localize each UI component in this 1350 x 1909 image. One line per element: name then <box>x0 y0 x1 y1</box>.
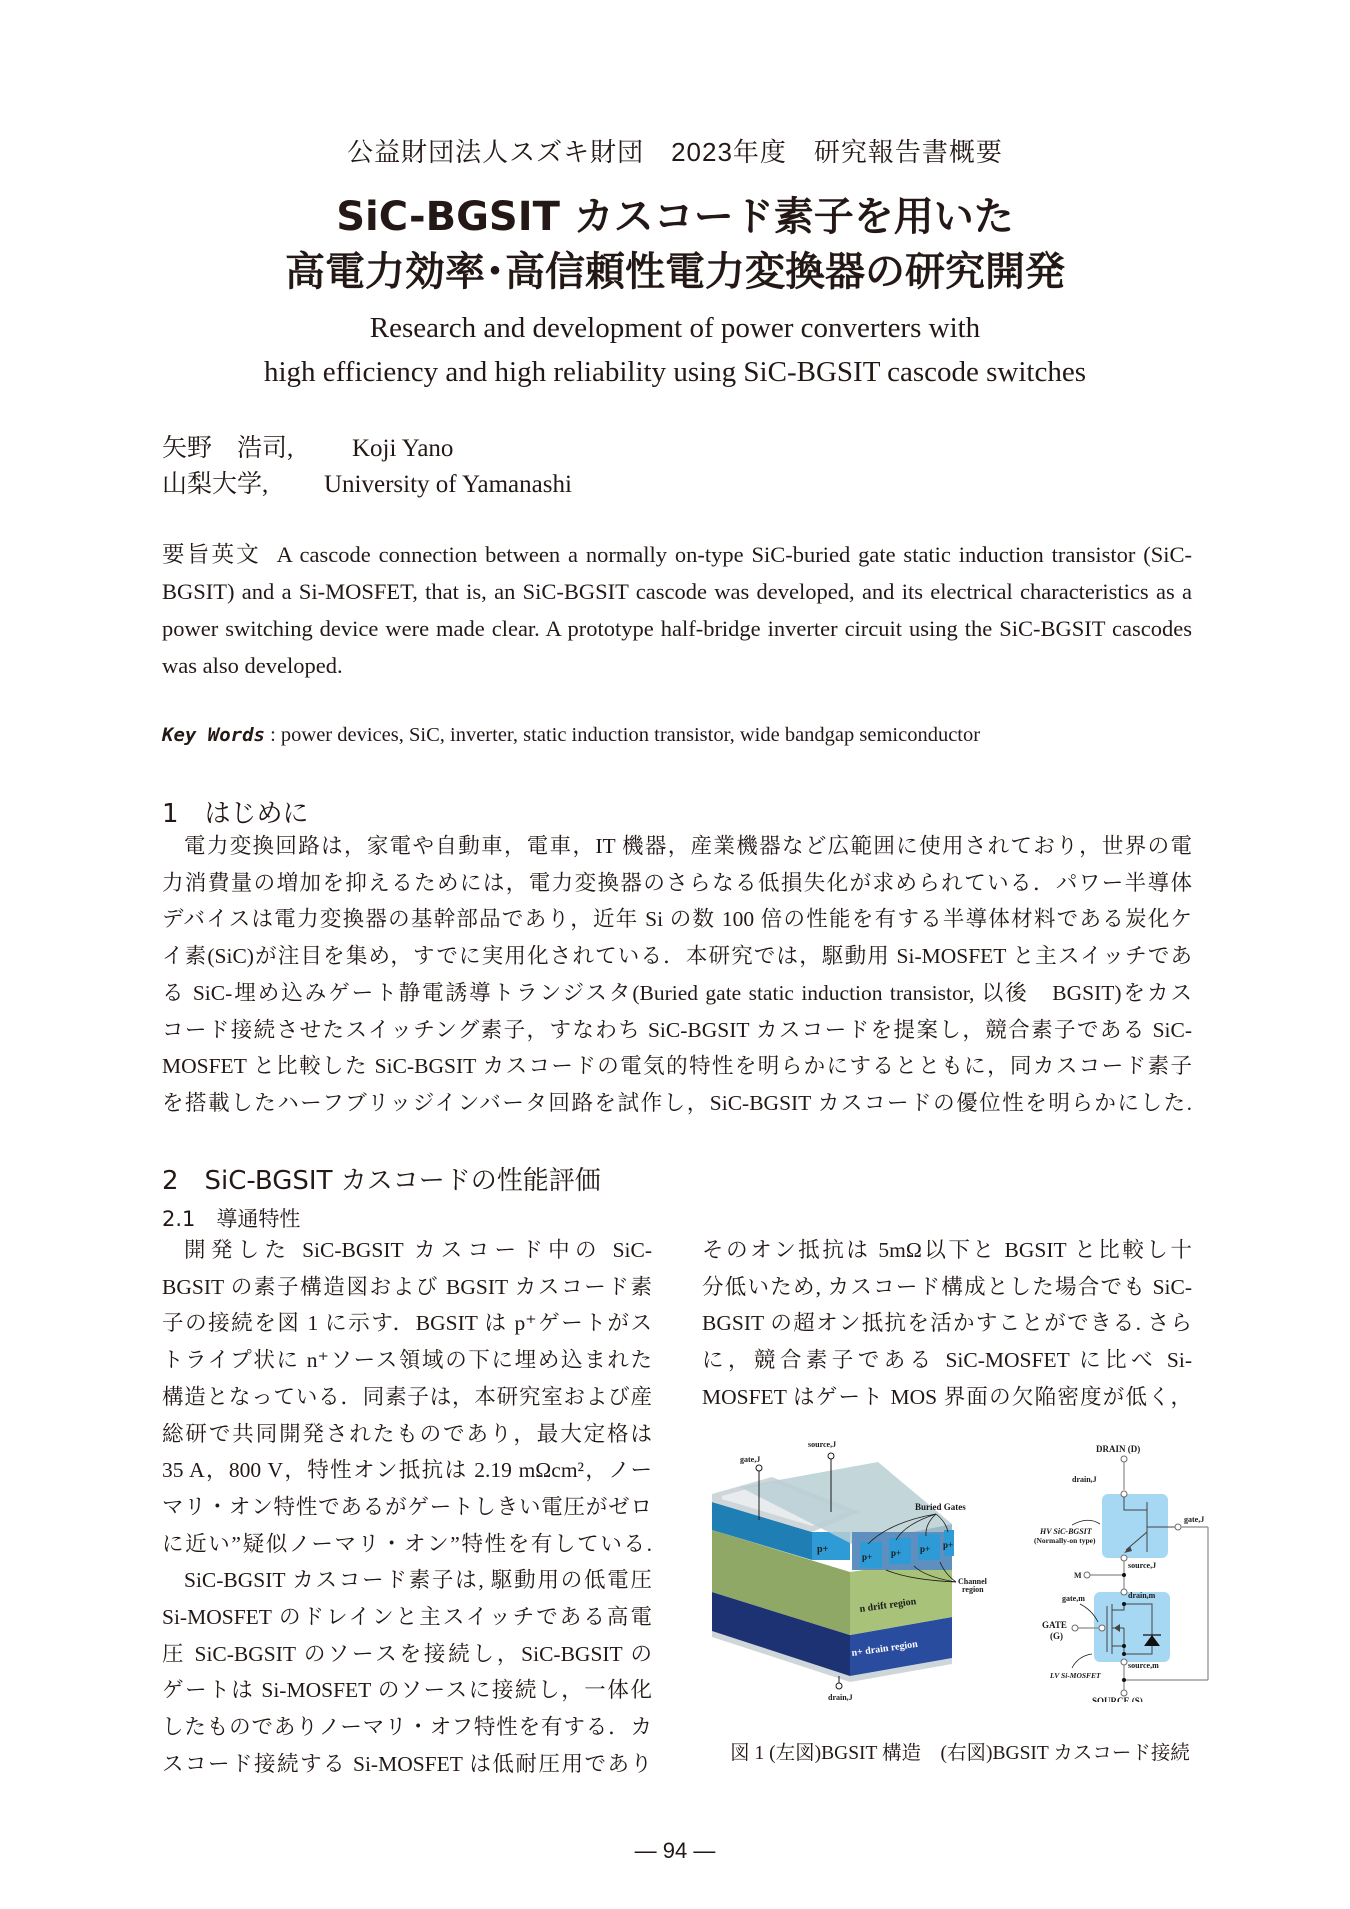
text-line: イ素(SiC)が注目を集め，すでに実用化されている．本研究では，駆動用 Si-MOSFET と主スイッチであ <box>162 944 1192 969</box>
text-line: 電力変換回路は，家電や自動車，電車，IT 機器，産業機器など広範囲に使用されており，世界の電 <box>184 834 1192 858</box>
svg-text:p+: p+ <box>862 1552 873 1562</box>
svg-text:p+: p+ <box>817 1544 829 1555</box>
drain-j-node-label: drain,J <box>1072 1475 1097 1484</box>
source-terminal-label: SOURCE (S) <box>1092 1696 1143 1702</box>
text-line: MOSFET と比較した SiC-BGSIT カスコードの電気的特性を明らかにするとともに，同カスコード素子 <box>162 1054 1192 1079</box>
text-line: Si-MOSFET のドレインと主スイッチである高電 <box>162 1605 652 1630</box>
section-1-body <box>162 828 1192 1122</box>
gate-m-node-label: gate,m <box>1062 1594 1085 1603</box>
text-line: BGSIT の素子構造図および BGSIT カスコード素 <box>162 1274 652 1299</box>
source-m-node-label: source,m <box>1128 1661 1159 1670</box>
text-line: 開発した SiC-BGSIT カスコード中の SiC- <box>184 1238 652 1262</box>
author-line <box>162 428 453 464</box>
title-japanese-line-1: SiC-BGSIT カスコード素子を用いた <box>336 194 1014 240</box>
source-j-node-label: source,J <box>1128 1561 1157 1570</box>
svg-text:p+: p+ <box>920 1544 931 1554</box>
keywords-label: Key Words <box>162 724 265 746</box>
svg-text:p+: p+ <box>891 1548 902 1558</box>
author-name-ja: 矢野 浩司, <box>162 435 294 462</box>
bgsit-structure-diagram <box>712 1440 988 1702</box>
text-line: コード接続させたスイッチング素子，すなわち SiC-BGSIT カスコードを提案し，競合素子である SiC- <box>162 1017 1192 1042</box>
text-line: に，競合素子である SiC-MOSFET に比べ Si- <box>702 1348 1192 1373</box>
figure-1 <box>700 1432 1230 1702</box>
text-line: MOSFET はゲート MOS 界面の欠陥密度が低く， <box>702 1384 1192 1409</box>
text-line: 子の接続を図 1 に示す．BGSIT は p⁺ゲートがス <box>162 1311 652 1336</box>
gate-terminal-label: GATE <box>1042 1620 1067 1630</box>
text-line: そのオン抵抗は 5mΩ以下と BGSIT と比較し十 <box>702 1238 1192 1262</box>
source-j-label: source,J <box>808 1440 837 1449</box>
text-line: 35 A，800 V，特性オン抵抗は 2.19 mΩcm²，ノー <box>162 1458 652 1483</box>
drain-terminal-label: DRAIN (D) <box>1096 1444 1141 1454</box>
text-line: トライプ状に n⁺ソース領域の下に埋め込まれた <box>162 1348 652 1373</box>
text-line: スコード接続する Si-MOSFET は低耐圧用であり <box>162 1751 652 1776</box>
page-number: ― 94 ― <box>634 1838 716 1863</box>
abstract-text: A cascode connection between a normally on-type SiC-buried gate static induction transistor (SiC-BGSIT) and a Si-MOSFET, that is, an SiC-BGSIT cascode was developed, and its electrical characteristics as a power switching device were made clear. A prototype half-bridge inverter circuit using the SiC-BGSIT cascodes was also developed. <box>162 542 1192 678</box>
text-line: を搭載したハーフブリッジインバータ回路を試作し，SiC-BGSIT カスコードの優位性を明らかにした. <box>162 1090 1192 1115</box>
gate-terminal-g-label: (G) <box>1050 1631 1063 1641</box>
text-line: 構造となっている．同素子は，本研究室および産 <box>162 1384 652 1409</box>
gate-j-label: gate,J <box>740 1455 761 1464</box>
author-name-en: Koji Yano <box>352 435 454 462</box>
abstract <box>162 536 1192 684</box>
m-node-label: M <box>1074 1571 1082 1580</box>
text-line: BGSIT の超オン抵抗を活かすことができる. さら <box>702 1311 1192 1336</box>
foundation-report-header: 公益財団法人スズキ財団 2023年度 研究報告書概要 <box>347 137 1003 167</box>
cascode-circuit-diagram <box>1034 1444 1208 1702</box>
n-drain-label: n+ drain region <box>850 1638 919 1659</box>
keywords-separator: : <box>270 724 276 746</box>
text-line: ゲートは Si-MOSFET のソースに接続し，一体化 <box>162 1678 652 1703</box>
normally-on-label: (Normally-on type) <box>1034 1536 1096 1545</box>
text-line: したものでありノーマリ・オフ特性を有する．カ <box>162 1715 652 1740</box>
section-2-left-column <box>162 1232 652 1783</box>
figure-1-graphic <box>700 1432 1230 1702</box>
keywords-text: power devices, SiC, inverter, static induction transistor, wide bandgap semiconductor <box>280 724 981 746</box>
title-english-line-2: high efficiency and high reliability using SiC-BGSIT cascode switches <box>263 356 1087 388</box>
drain-m-node-label: drain,m <box>1128 1591 1156 1600</box>
lv-si-mosfet-label: LV Si-MOSFET <box>1050 1671 1101 1680</box>
affiliation-ja: 山梨大学, <box>162 471 269 498</box>
channel-region-label-2: region <box>962 1585 984 1594</box>
gate-j-node-label: gate,J <box>1184 1515 1205 1524</box>
text-line: 分低いため, カスコード構成とした場合でも SiC- <box>702 1274 1192 1299</box>
text-line: マリ・オン特性であるがゲートしきい電圧がゼロ <box>162 1494 652 1519</box>
drain-j-label: drain,J <box>828 1693 853 1702</box>
subsection-2-1-heading: 2.1 導通特性 <box>162 1207 301 1231</box>
svg-text:p+: p+ <box>943 1540 954 1550</box>
title-japanese-line-2: 高電力効率･高信頼性電力変換器の研究開発 <box>285 249 1065 295</box>
title-english-line-1: Research and development of power converters with <box>369 312 981 344</box>
figure-1-caption: 図 1 (左図)BGSIT 構造 (右図)BGSIT カスコード接続 <box>730 1743 1190 1764</box>
hv-sic-bgsit-label: HV SiC-BGSIT <box>1040 1527 1092 1536</box>
abstract-label: 要旨英文 <box>162 542 261 567</box>
text-line: に近い”疑似ノーマリ・オン”特性を有している. <box>162 1531 652 1556</box>
section-1-heading: 1 はじめに <box>162 799 309 829</box>
keywords <box>162 724 980 747</box>
affiliation-line <box>162 464 572 500</box>
section-2-heading: 2 SiC-BGSIT カスコードの性能評価 <box>162 1166 601 1196</box>
section-2-right-column <box>702 1232 1192 1416</box>
text-line: 圧 SiC-BGSIT のソースを接続し，SiC-BGSIT の <box>162 1641 652 1666</box>
text-line: 力消費量の増加を抑えるためには，電力変換器のさらなる低損失化が求められている．パワー半導体 <box>162 870 1192 895</box>
text-line: デバイスは電力変換器の基幹部品であり，近年 Si の数 100 倍の性能を有する半導体材料である炭化ケ <box>162 907 1192 932</box>
text-line: SiC-BGSIT カスコード素子は, 駆動用の低電圧 <box>184 1568 652 1593</box>
channel-region-label-1: Channel <box>958 1577 987 1586</box>
n-drift-label: n drift region <box>858 1596 917 1615</box>
buried-gates-label: Buried Gates <box>915 1502 966 1512</box>
text-line: る SiC-埋め込みゲート静電誘導トランジスタ(Buried gate static induction transistor, 以後 BGSIT)をカス <box>162 980 1192 1005</box>
affiliation-en: University of Yamanashi <box>324 471 572 498</box>
text-line: 総研で共同開発されたものであり，最大定格は <box>162 1421 652 1446</box>
